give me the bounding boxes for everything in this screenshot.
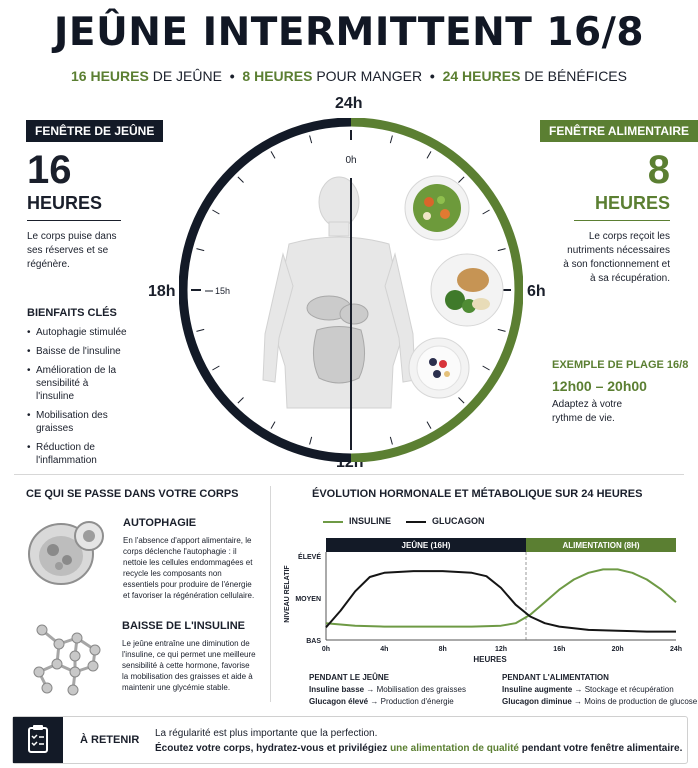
clock-label-18h: 18h [148,283,176,300]
x-tick-label: 16h [553,646,566,653]
cell-icon [25,516,107,588]
clock-dial [179,118,523,462]
arrow-icon: → [366,685,375,694]
legend-glucagon-swatch [406,521,426,523]
key-takeaway-line-1: La régularité est plus importante que la perfection. [155,728,378,739]
arrow-icon: → [574,685,583,694]
clock-tick [271,422,275,429]
key-takeaway-line-2 [155,743,682,754]
example-title: EXEMPLE DE PLAGE 16/8 [552,359,689,371]
fasting-window-pill: FENÊTRE DE JEÛNE [26,120,163,142]
subtitle-eating-hours: 8 HEURES [242,68,313,84]
page-title: JEÛNE INTERMITTENT 16/8 [53,10,645,55]
benefit-item: • Baisse de l'insuline [27,345,127,358]
series-line-glucagon [326,571,676,632]
eating-hours-unit: HEURES [594,193,670,213]
chicken-plate-icon [431,254,503,326]
clock-tick [483,210,490,214]
clock-inner-15h: 15h [215,286,231,296]
fasting-description: Le corps puise dans ses réserves et se régénère. [27,231,117,270]
x-tick-label: 8h [438,646,447,653]
benefit-item: • Mobilisation des graisses [27,409,127,435]
eating-window-pill: FENÊTRE ALIMENTAIRE [540,120,698,142]
subtitle-benefit-text: DE BÉNÉFICES [524,68,627,84]
subtitle-bullet: • [429,68,435,84]
key-takeaway-line-2-start: Écoutez votre corps, hydratez-vous et privilégiez [155,743,391,754]
x-tick-label: 0h [321,646,331,653]
eating-effect-2-cause: Glucagon diminue [502,697,572,706]
clock-tick [483,366,490,370]
x-axis-label: HEURES [473,655,507,664]
subtitle-bullet: • [229,68,235,84]
eating-description: Le corps reçoit les nutriments nécessaires à son fonctionnement et à sa récupération. [563,231,670,284]
fasting-effect-1-cause: Insuline basse [309,685,365,694]
eating-effects-title: PENDANT L'ALIMENTATION [502,673,609,682]
subtitle-benefit-hours: 24 HEURES [442,68,521,84]
yogurt-bowl-icon [409,338,469,398]
divider [27,220,121,221]
clock-inner-0h: 0h [345,155,357,166]
clock-tick [498,249,506,251]
subtitle-fasting-text: DE JEÛNE [152,68,222,84]
x-tick-label: 4h [380,646,389,653]
benefits-title: BIENFAITS CLÉS [27,307,117,319]
y-tick-label: ÉLEVÉ [298,554,321,561]
y-axis-label: NIVEAU RELATIF [284,565,291,623]
clock-label-6h: 6h [527,283,546,300]
clipboard-icon-box [13,717,63,763]
clock-tick [212,366,219,370]
subtitle-eating-text: POUR MANGER [316,68,423,84]
eating-effect-2-result: Moins de production de glucose [584,697,698,706]
autophagy-title: AUTOPHAGIE [123,517,197,529]
clock-label-24h: 24h [335,95,363,112]
body-section-title: CE QUI SE PASSE DANS VOTRE CORPS [26,488,239,500]
key-takeaway-label: À RETENIR [80,734,140,746]
column-divider [270,486,271,702]
salad-bowl-icon [405,176,469,240]
subtitle [0,68,698,84]
clock-tick [212,210,219,214]
insulin-text: Le jeûne entraîne une diminution de l'insuline, ce qui permet une meilleure sensibilité à cette hormone, favorise la mobilisation des graisses et aide à maintenir une glycémie stable. [122,639,256,692]
clock-tick [427,422,431,429]
series-line-insuline [326,569,676,626]
hormone-chart [279,534,691,668]
chart-legend [323,516,485,526]
eating-effect-2 [502,697,697,706]
benefit-item: • Réduction de l'inflammation [27,441,127,467]
eating-hours-number: 8 [647,148,670,192]
clipboard-icon [13,717,63,763]
section-divider [14,474,684,475]
clock-label-12h: 12h [336,454,364,471]
fasting-effect-2 [309,697,454,706]
clock-tick [238,177,244,183]
clock-tick [390,437,392,445]
y-tick-label: BAS [306,638,321,645]
eating-effect-1 [502,685,674,694]
clock-tick [427,151,431,158]
clock-tick [458,397,464,403]
eating-effect-1-cause: Insuline augmente [502,685,573,694]
fasting-hours-number: 16 [27,148,72,192]
legend-insuline-label: INSULINE [349,516,392,526]
key-takeaway-highlight: une alimentation de qualité [390,743,519,754]
example-range: 12h00 – 20h00 [552,378,647,394]
eating-band-label: ALIMENTATION (8H) [562,541,640,550]
benefits-list [27,326,127,473]
subtitle-fasting-hours: 16 HEURES [71,68,149,84]
clock-tick [310,135,312,143]
insulin-title: BAISSE DE L'INSULINE [122,620,246,632]
legend-insuline-swatch [323,521,343,523]
x-tick-label: 24h [669,646,683,653]
legend-glucagon-label: GLUCAGON [432,516,485,526]
example-note: Adaptez à votre rythme de vie. [552,399,623,424]
clock-tick [271,151,275,158]
clock-tick [458,177,464,183]
clock-tick [390,135,392,143]
clock-tick [310,437,312,445]
clock-tick [196,249,204,251]
arrow-icon: → [574,697,583,706]
chart-title: ÉVOLUTION HORMONALE ET MÉTABOLIQUE SUR 24 HEURES [312,488,643,500]
divider [574,220,670,221]
fasting-hours-unit: HEURES [27,193,103,213]
arrow-icon: → [370,697,379,706]
x-tick-label: 20h [611,646,624,653]
key-takeaway-line-2-end: pendant votre fenêtre alimentaire. [518,743,683,754]
x-tick-label: 12h [494,646,508,653]
autophagy-text: En l'absence d'apport alimentaire, le corps déclenche l'autophagie : il nettoie les cellules endommagées et recycle les composants non essentiels pour produire de l'énergie et favoriser la régénération cellulaire. [123,536,255,600]
fasting-effect-1 [309,685,466,694]
fasting-band-label: JEÛNE (16H) [401,541,451,550]
fasting-effect-2-cause: Glucagon élevé [309,697,369,706]
molecule-icon [27,620,109,698]
eating-effect-1-result: Stockage et récupération [584,685,674,694]
clock-tick [498,329,506,331]
benefit-item: • Autophagie stimulée [27,326,127,339]
clock-tick [196,329,204,331]
benefit-item: • Amélioration de la sensibilité à l'insuline [27,364,127,403]
fasting-effects-title: PENDANT LE JEÛNE [309,673,390,682]
y-tick-label: MOYEN [295,596,321,603]
fasting-effect-1-result: Mobilisation des graisses [376,685,466,694]
organs-illustration [307,296,368,383]
fasting-effect-2-result: Production d'énergie [380,697,454,706]
clock-tick [238,397,244,403]
